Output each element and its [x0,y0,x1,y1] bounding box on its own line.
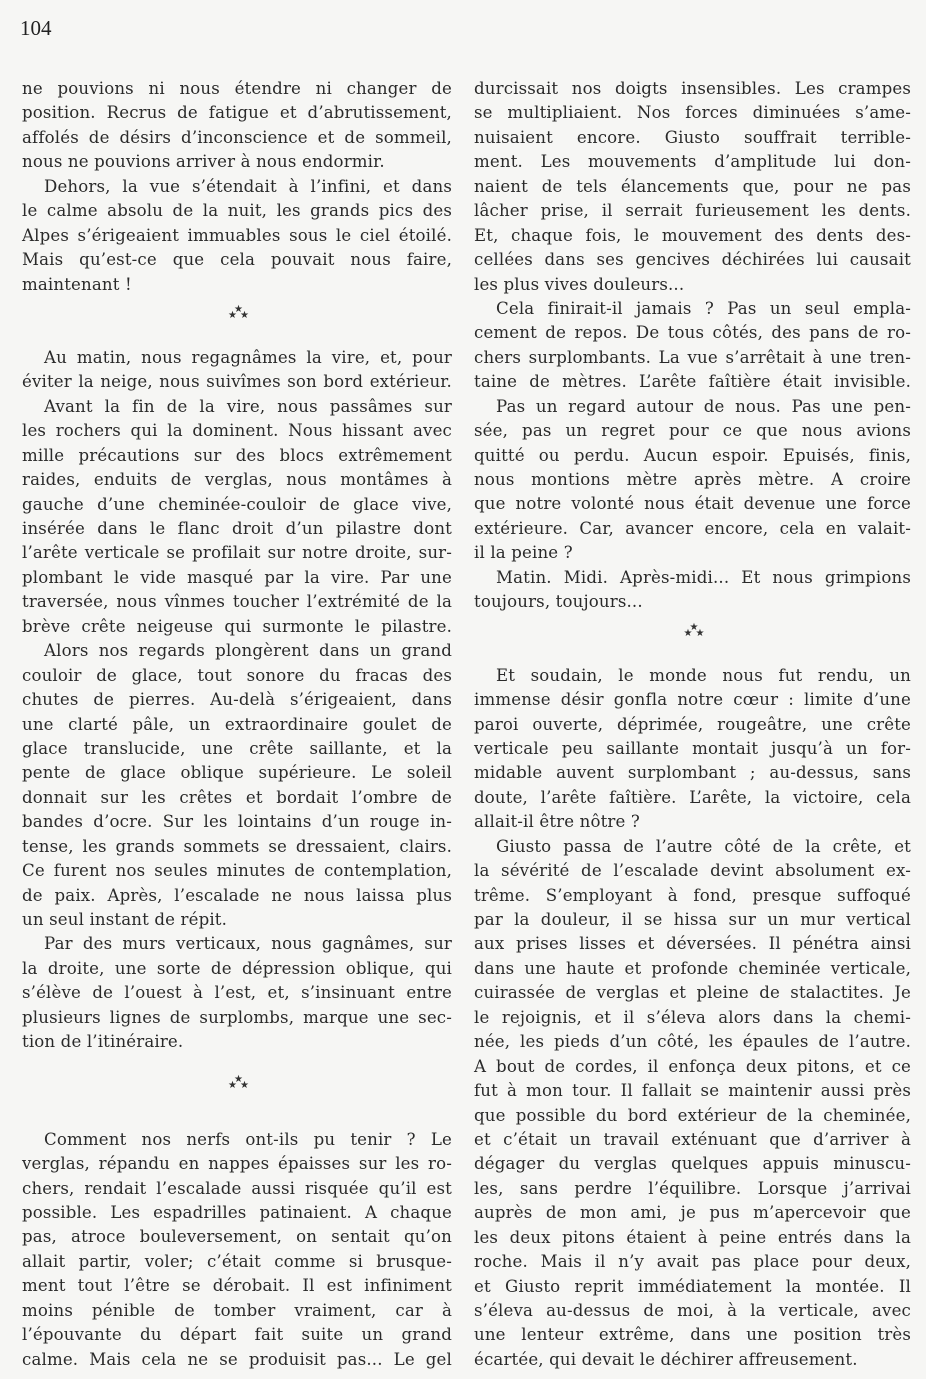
text-line: s’élève de l’ouest à l’est, et, s’insinuant entre [22,983,452,1003]
text-line: éviter la neige, nous suivîmes son bord extérieur. [22,372,452,392]
text-line: les rochers qui la dominent. Nous hissant avec [22,421,452,441]
text-line: l’épouvante du départ fait suite un grand [22,1325,452,1345]
star-icon: ★ [240,309,249,321]
text-line: dans une haute et profonde cheminée verticale, [474,958,911,978]
text-line: position. Recrus de fatigue et d’abrutissement, [22,103,452,123]
text-line: raides, enduits de verglas, nous montâmes à [22,470,452,490]
text-line: verglas, répandu en nappes épaisses sur les ro- [22,1154,452,1174]
text-line: écartée, qui devait le déchirer affreusement. [474,1349,858,1369]
text-line: midable auvent surplombant ; au-dessus, sans [474,763,911,783]
text-line: s’éleva au-dessus de moi, à la verticale, avec [474,1301,911,1320]
text-line: aux prises lisses et déversées. Il pénétra ainsi [474,934,911,954]
text-line: Ce furent nos seules minutes de contemplation, [22,861,452,881]
text-line: et c’était un travail exténuant que d’arriver à [474,1129,911,1149]
section-separator [22,297,452,346]
text-line: et Giusto reprit immédiatement la montée. Il [474,1276,911,1296]
text-line: bandes d’ocre. Sur les lointains d’un rouge in- [22,812,452,832]
right-text-column [474,77,911,1372]
text-line: roche. Mais il n’y avait pas place pour deux, [474,1252,911,1272]
text-line: auprès de mon ami, je pus m’apercevoir que [474,1203,911,1223]
text-line: mille précautions sur des blocs extrêmement [22,445,452,465]
text-line: ment tout l’être se dérobait. Il est infiniment [22,1276,452,1296]
text-line: les plus vives douleurs... [474,274,685,294]
text-line: ne pouvions ni nous étendre ni changer de [22,79,452,98]
text-line: nous ne pouvions arriver à nous endormir. [22,152,385,172]
text-line: taine de mètres. L’arête faîtière était invisible. [474,372,911,392]
text-line: un seul instant de répit. [22,910,228,929]
text-line: possible. Les espadrilles patinaient. A chaque [22,1202,452,1222]
text-line: immense désir gonfla notre cœur : limite d’une [474,690,911,710]
paragraph-first-line: Dehors, la vue s’étendait à l’infini, et dans [44,176,452,196]
paragraph-first-line: Matin. Midi. Après-midi... Et nous grimpions [496,567,911,587]
text-line: paroi ouverte, déprimée, rougeâtre, une crête [474,714,911,734]
text-line: que possible du bord extérieur de la cheminée, [474,1105,911,1125]
star-icon: ★ [234,1073,243,1085]
text-line: traversée, nous vînmes toucher l’extrémité de la [22,592,452,612]
text-line: pente de glace oblique supérieure. Le soleil [22,763,452,783]
star-icon: ★ [228,309,237,321]
text-line: le calme absolu de la nuit, les grands pics des [22,201,452,221]
paragraph-first-line: Par des murs verticaux, nous gagnâmes, sur [44,934,452,954]
text-line: la droite, une sorte de dépression oblique, qui [22,958,452,978]
text-line: lâcher prise, il serrait furieusement les dents. [474,201,911,221]
text-line: allait partir, voler; c’était comme si brusque- [22,1251,452,1271]
section-separator [474,615,911,664]
text-line: chers, rendait l’escalade aussi risquée qu’il est [22,1178,452,1198]
text-line: les, sans perdre l’équilibre. Lorsque j’arrivai [474,1178,911,1198]
text-line: Et, chaque fois, le mouvement des dents des- [474,225,911,245]
star-icon: ★ [695,627,705,639]
text-line: les deux pitons étaient à peine entrés dans la [474,1227,911,1247]
text-line: couloir de glace, tout sonore du fracas des [22,665,452,685]
text-line: le rejoignis, et il s’éleva alors dans la chemi- [474,1007,911,1027]
text-line: ment. Les mouvements d’amplitude lui don- [474,152,911,172]
text-line: extérieure. Car, avancer encore, cela en valait- [474,518,911,538]
text-line: que notre volonté nous était devenue une force [474,494,911,514]
text-line: cement de repos. De tous côtés, des pans de ro- [474,323,911,343]
text-line: sée, pas un regret pour ce que nous avions [474,421,911,441]
star-icon: ★ [228,1079,237,1091]
paragraph-first-line: Alors nos regards plongèrent dans un grand [44,641,452,661]
paragraph-first-line: Cela finirait-il jamais ? Pas un seul empla- [496,298,911,318]
text-line: nuisaient encore. Giusto souffrait terrible- [474,127,911,147]
text-line: chutes de pierres. Au-delà s’érigeaient, dans [22,690,452,710]
text-line: nous montions mètre après mètre. A croire [474,470,911,489]
paragraph-first-line: Comment nos nerfs ont-ils pu tenir ? Le [44,1129,452,1149]
text-line: tense, les grands sommets se dressaient, clairs. [22,836,452,856]
text-line: une lenteur extrême, dans une position très [474,1325,911,1345]
text-line: calme. Mais cela ne se produisit pas... Le gel [22,1349,452,1369]
text-line: de paix. Après, l’escalade ne nous laissa plus [22,885,452,905]
text-line: tion de l’itinéraire. [22,1032,184,1052]
star-icon: ★ [234,303,243,315]
text-line: naient de tels élancements que, pour ne pas [474,176,911,196]
paragraph-first-line: Giusto passa de l’autre côté de la crête, et [496,836,911,856]
text-line: donnait sur les crêtes et bordait l’ombre de [22,787,452,807]
text-line: cuirassée de verglas et pleine de stalactites. Je [474,983,911,1003]
text-line: pas, atroce bouleversement, on sentait qu’on [22,1227,452,1247]
text-line: il la peine ? [474,543,573,563]
text-line: Mais qu’est-ce que cela pouvait nous faire, [22,250,452,270]
text-line: trême. S’employant à fond, presque suffoqué [474,885,911,905]
text-line: durcissait nos doigts insensibles. Les crampes [474,79,911,98]
text-line: toujours, toujours... [474,592,643,612]
paragraph-first-line: Avant la fin de la vire, nous passâmes sur [44,396,452,416]
text-line: cellées dans ses gencives déchirées lui causait [474,250,911,270]
paragraph-first-line: Au matin, nous regagnâmes la vire, et, pour [44,347,452,367]
text-line: gauche d’une cheminée-couloir de glace vive, [22,494,452,514]
text-line: plombant le vide masqué par la vire. Par une [22,567,452,587]
text-line: se multipliaient. Nos forces diminuées s’ame- [474,103,911,123]
text-line: doute, l’arête faîtière. L’arête, la victoire, cela [474,787,911,807]
text-line: maintenant ! [22,274,132,294]
text-line: A bout de cordes, il enfonça deux pitons, et ce [474,1056,911,1076]
paragraph-first-line: Pas un regard autour de nous. Pas une pen- [496,396,911,416]
text-line: chers surplombants. La vue s’arrêtait à une tren- [474,347,911,367]
text-line: une clarté pâle, un extraordinaire goulet de [22,714,452,734]
star-icon: ★ [683,627,693,639]
text-line: insérée dans le flanc droit d’un pilastre dont [22,519,452,538]
text-line: glace translucide, une crête saillante, et la [22,738,452,758]
section-separator [22,1055,452,1128]
text-line: fut à mon tour. Il fallait se maintenir aussi près [474,1081,911,1101]
paragraph-first-line: Et soudain, le monde nous fut rendu, un [496,665,911,685]
star-icon: ★ [240,1079,249,1091]
text-line: affolés de désirs d’inconscience et de sommeil, [22,127,452,147]
text-line: dégager du verglas quelques appuis minuscu- [474,1154,911,1174]
left-text-column [22,77,452,1372]
text-line: moins pénible de tomber vraiment, car à [22,1300,452,1320]
text-line: née, les pieds d’un côté, les épaules de l’autre. [474,1032,911,1052]
text-line: allait-il être nôtre ? [474,812,640,832]
star-icon: ★ [689,621,699,633]
text-line: par la douleur, il se hissa sur un mur vertical [474,910,911,929]
text-line: l’arête verticale se profilait sur notre droite, sur- [22,543,452,563]
text-line: la sévérité de l’escalade devint absolument ex- [474,861,911,881]
text-line: quitté ou perdu. Aucun espoir. Epuisés, finis, [474,445,911,465]
text-line: verticale peu saillante montait jusqu’à un for- [474,738,911,758]
page-number: 104 [20,16,52,40]
text-line: Alpes s’érigeaient immuables sous le ciel étoilé. [22,225,452,245]
text-line: plusieurs lignes de surplombs, marque une sec- [22,1007,452,1027]
text-line: brève crête neigeuse qui surmonte le pilastre. [22,616,452,636]
